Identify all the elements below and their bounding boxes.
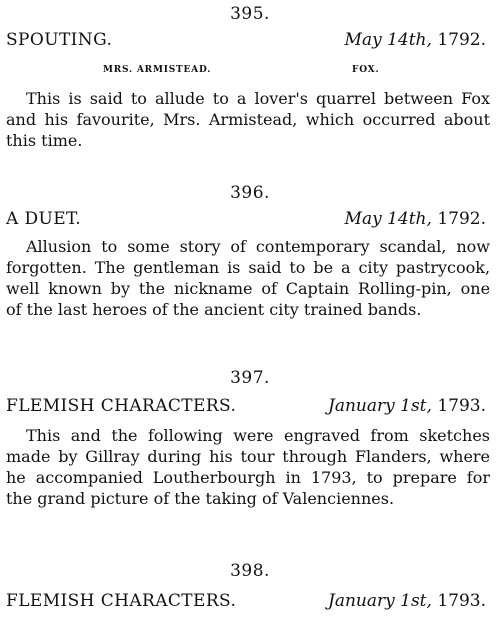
entry-date-year: 1793. [437,591,486,611]
entry-date [328,591,486,611]
entry-date-day: January 1st, [328,396,432,416]
entry-number: 395. [230,4,270,24]
entry-date [345,209,486,229]
entry-date-day: January 1st, [328,591,432,611]
entry-description [6,236,490,320]
entry-date-day: May 14th, [344,30,432,50]
entry-number: 397. [230,368,270,388]
description-line: and his favourite, Mrs. Armistead, which occurred about [6,110,490,129]
description-line: well known by the nickname of Captain Rolling-pin, one [6,279,490,298]
entry-date-year: 1793. [437,396,486,416]
entry-date [328,396,486,416]
description-line: Allusion to some story of contemporary scandal, now [26,237,490,256]
description-line: this time. [6,131,83,150]
entry-date-day: May 14th, [344,209,432,229]
description-line: made by Gillray during his tour through Flanders, where [6,447,490,466]
description-line: This and the following were engraved from sketches [26,426,490,445]
figure-label: MRS. ARMISTEAD. [103,65,212,75]
entry-title: FLEMISH CHARACTERS. [6,591,237,611]
entry-description [6,88,490,151]
description-line: This is said to allude to a lover's quarrel between Fox [26,89,490,108]
description-line: forgotten. The gentleman is said to be a city pastrycook, [6,258,490,277]
entry-title: A DUET. [6,209,82,229]
entry-number: 396. [230,183,270,203]
entry-title: FLEMISH CHARACTERS. [6,396,237,416]
entry-description [6,425,490,509]
entry-title: SPOUTING. [6,30,113,50]
entry-date-year: 1792. [437,30,486,50]
figure-label: FOX. [352,65,380,75]
description-line: of the last heroes of the ancient city trained bands. [6,300,422,319]
description-line: he accompanied Loutherbourgh in 1793, to prepare for [6,468,490,487]
entry-number: 398. [230,561,270,581]
description-line: the grand picture of the taking of Valenciennes. [6,489,395,508]
entry-date-year: 1792. [437,209,486,229]
entry-date [345,30,486,50]
